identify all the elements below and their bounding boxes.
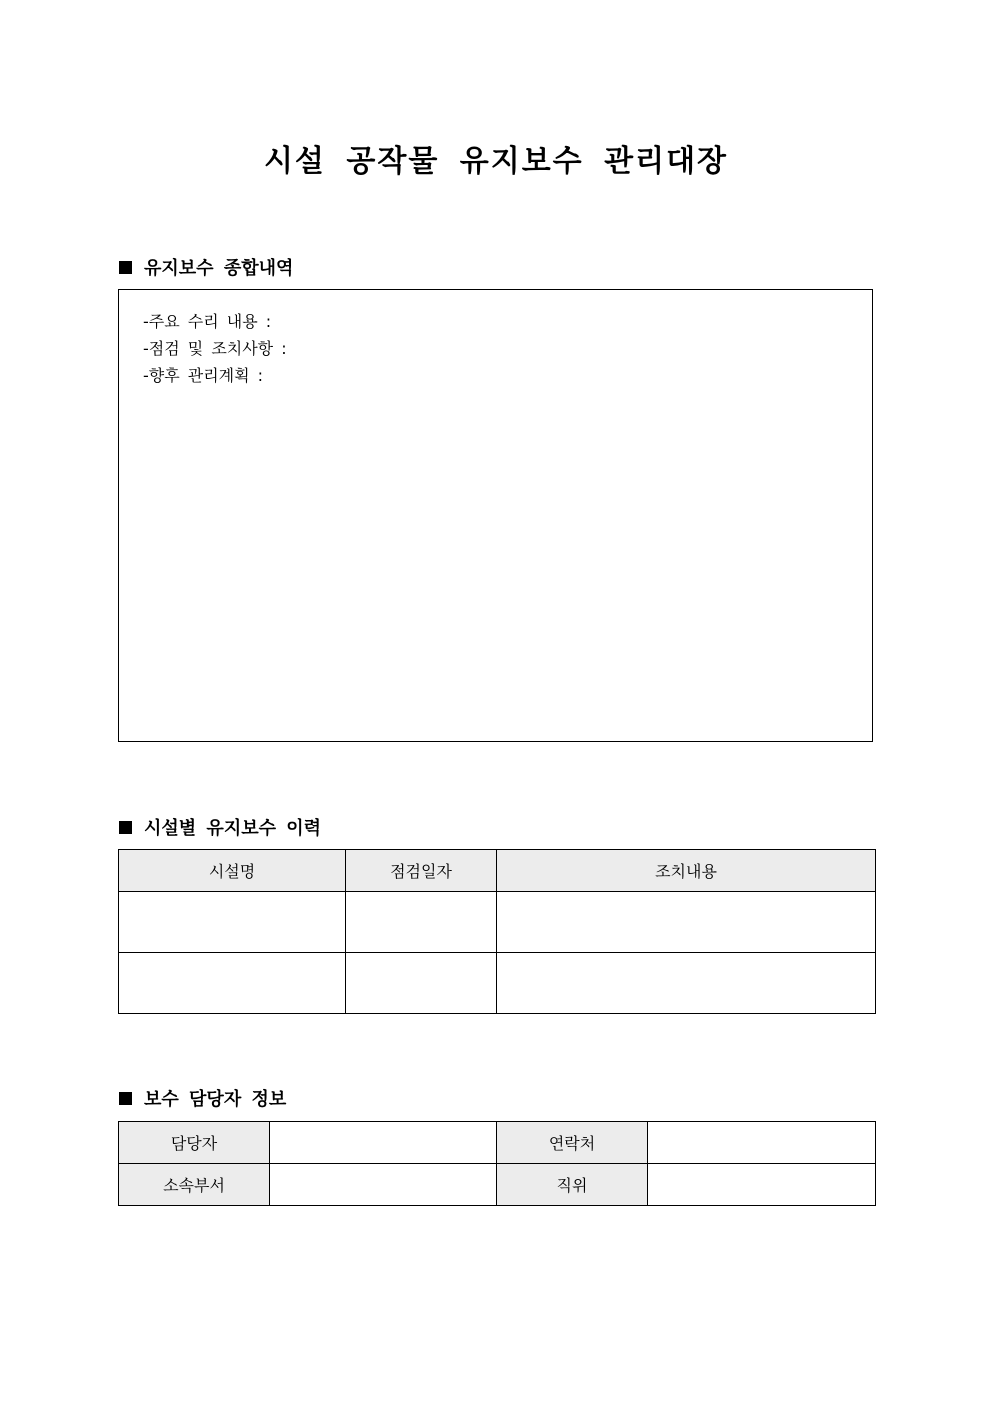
summary-heading-label: 유지보수 종합내역: [144, 258, 294, 279]
history-heading-label: 시설별 유지보수 이력: [144, 818, 322, 839]
column-header-date: 점검일자: [346, 850, 497, 892]
summary-line-plan: -향후 관리계획 :: [143, 366, 264, 385]
contact-table: [118, 1121, 876, 1206]
action-cell[interactable]: [497, 892, 876, 953]
department-label: 소속부서: [119, 1164, 270, 1206]
history-heading: [119, 814, 321, 840]
summary-line-inspection: -점검 및 조치사항 :: [143, 339, 287, 358]
summary-heading: [119, 254, 293, 280]
phone-value[interactable]: [648, 1122, 876, 1164]
square-bullet-icon: [119, 1092, 132, 1105]
contact-heading-label: 보수 담당자 정보: [144, 1089, 287, 1110]
column-header-action: 조치내용: [497, 850, 876, 892]
summary-box: [118, 289, 873, 742]
summary-line-repair: -주요 수리 내용 :: [143, 312, 272, 331]
contact-row: [119, 1122, 876, 1164]
date-cell[interactable]: [346, 953, 497, 1014]
table-row: [119, 953, 876, 1014]
phone-label: 연락처: [497, 1122, 648, 1164]
manager-label: 담당자: [119, 1122, 270, 1164]
facility-cell[interactable]: [119, 892, 346, 953]
contact-row: [119, 1164, 876, 1206]
facility-cell[interactable]: [119, 953, 346, 1014]
table-row: [119, 892, 876, 953]
contact-heading: [119, 1085, 286, 1111]
column-header-facility: 시설명: [119, 850, 346, 892]
table-header-row: [119, 850, 876, 892]
history-table: [118, 849, 876, 1014]
square-bullet-icon: [119, 261, 132, 274]
date-cell[interactable]: [346, 892, 497, 953]
action-cell[interactable]: [497, 953, 876, 1014]
position-value[interactable]: [648, 1164, 876, 1206]
square-bullet-icon: [119, 821, 132, 834]
manager-value[interactable]: [270, 1122, 497, 1164]
document-title: 시설 공작물 유지보수 관리대장: [263, 144, 729, 179]
position-label: 직위: [497, 1164, 648, 1206]
department-value[interactable]: [270, 1164, 497, 1206]
